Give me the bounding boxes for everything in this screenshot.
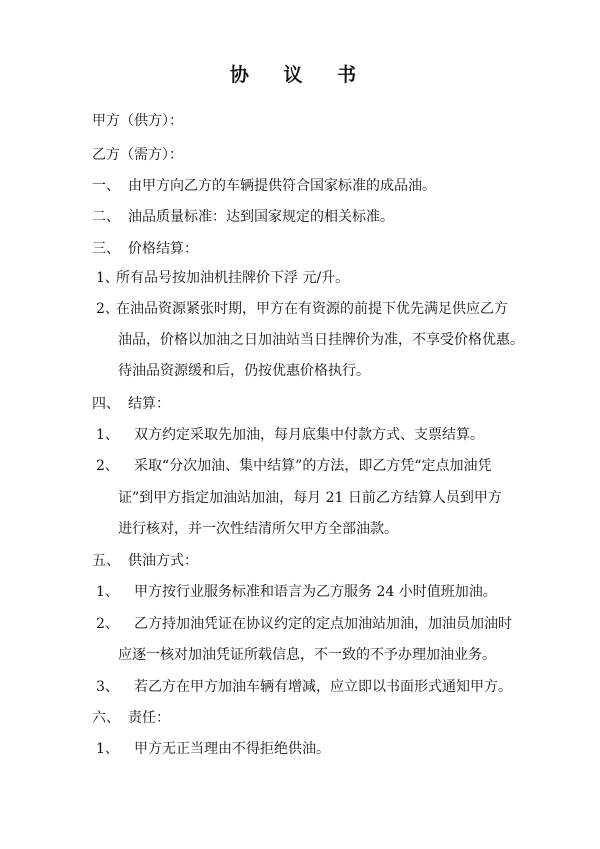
section-3-item-1	[96, 268, 349, 288]
section-2-text: 油品质量标准：达到国家规定的相关标准。	[128, 209, 394, 225]
section-4-item-2-number: 2、	[96, 458, 119, 474]
section-1-text: 由甲方向乙方的车辆提供符合国家标准的成品油。	[128, 178, 436, 194]
section-4-heading	[92, 394, 170, 414]
section-3-item-1-number: 1、	[96, 270, 119, 286]
section-5-item-3-text: 若乙方在甲方加油车辆有增减，应立即以书面形式通知甲方。	[134, 679, 512, 695]
section-4-number: 四、	[92, 396, 120, 412]
section-3-title: 价格结算：	[128, 241, 198, 257]
section-6-title: 责任：	[128, 710, 170, 726]
section-1-number: 一、	[92, 178, 120, 194]
section-5-item-1	[96, 582, 497, 602]
section-4-item-1-number: 1、	[96, 427, 119, 443]
section-3-item-2-number: 2、	[96, 301, 119, 317]
section-5-item-1-text: 甲方按行业服务标准和语言为乙方服务 24 小时值班加油。	[134, 584, 497, 600]
section-3-item-2-line-1: 在油品资源紧张时期，甲方在有资源的前提下优先满足供应乙方	[116, 301, 508, 317]
section-6-item-1-text: 甲方无正当理由不得拒绝供油。	[134, 741, 330, 757]
section-6-item-1-number: 1、	[96, 741, 119, 757]
section-5-number: 五、	[92, 553, 120, 569]
section-3-heading	[92, 239, 198, 259]
section-5-item-2-number: 2、	[96, 616, 119, 632]
section-5-item-1-number: 1、	[96, 584, 119, 600]
section-5-item-2-line-1: 乙方持加油凭证在协议约定的定点加油站加油，加油员加油时	[134, 616, 512, 632]
section-4-item-2-line-2: 证”到甲方指定加油站加油，每月 21 日前乙方结算人员到甲方	[118, 490, 502, 506]
section-4-item-2-line-1: 采取“分次加油、集中结算”的方法，即乙方凭“定点加油凭	[134, 458, 492, 474]
section-3-item-1-text: 所有品号按加油机挂牌价下浮 元/升。	[116, 270, 350, 286]
section-6-number: 六、	[92, 710, 120, 726]
section-4-item-2	[96, 456, 491, 476]
section-5-item-3-number: 3、	[96, 679, 119, 695]
document-title: 协 议 书	[229, 64, 371, 86]
section-3-item-2	[96, 299, 508, 319]
section-4-item-2-line-3: 进行核对，并一次性结清所欠甲方全部油款。	[118, 521, 398, 537]
section-5-title: 供油方式：	[128, 553, 198, 569]
section-5-item-2	[96, 614, 512, 634]
party-a-label: 甲方（供方）：	[92, 113, 183, 129]
section-5-item-2-line-2: 应逐一核对加油凭证所载信息，不一致的不予办理加油业务。	[118, 647, 496, 663]
section-3-item-2-line-2: 油品，价格以加油之日加油站当日挂牌价为准，不享受价格优惠。	[118, 332, 524, 348]
section-4-item-1-text: 双方约定采取先加油，每月底集中付款方式、支票结算。	[134, 427, 484, 443]
section-2	[92, 207, 394, 227]
section-6-item-1	[96, 739, 330, 759]
section-4-item-1	[96, 425, 484, 445]
party-b-label: 乙方（需方）：	[92, 147, 183, 163]
section-5-heading	[92, 551, 198, 571]
section-4-title: 结算：	[128, 396, 170, 412]
section-6-heading	[92, 708, 170, 728]
section-2-number: 二、	[92, 209, 120, 225]
section-5-item-3	[96, 677, 512, 697]
section-1	[92, 176, 436, 196]
section-3-number: 三、	[92, 241, 120, 257]
section-3-item-2-line-3: 待油品资源缓和后，仍按优惠价格执行。	[118, 363, 370, 379]
